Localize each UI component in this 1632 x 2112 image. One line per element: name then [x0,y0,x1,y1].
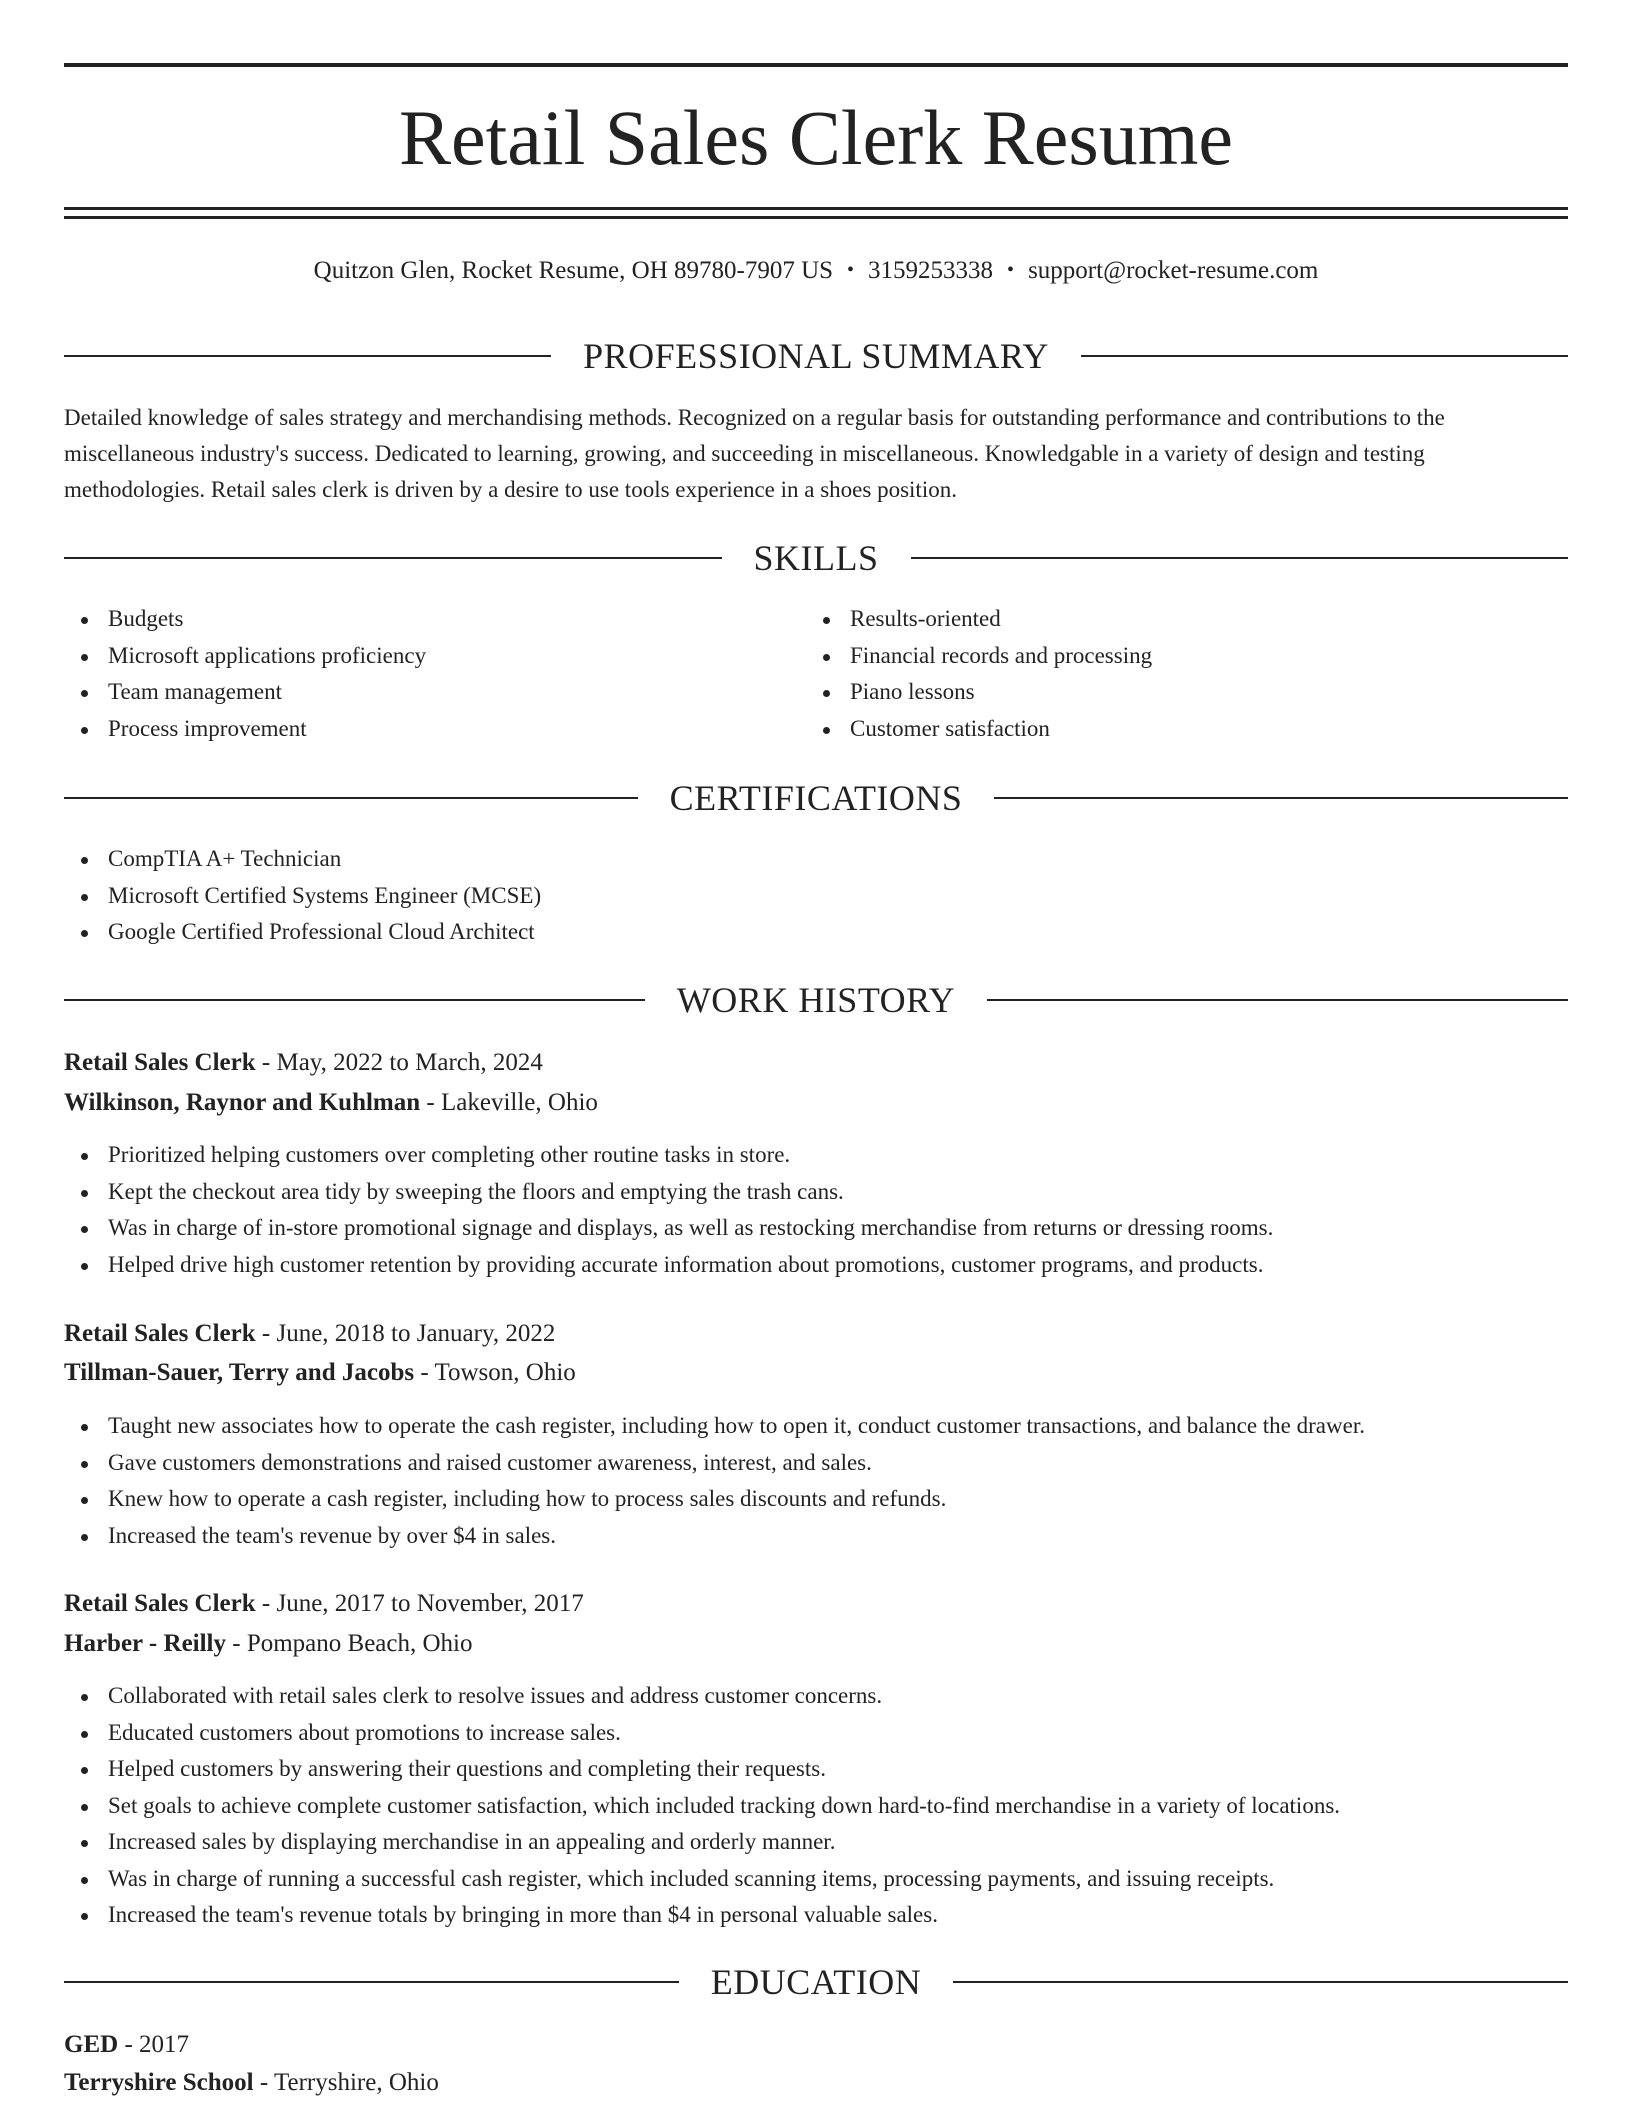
separator-dot: • [1007,259,1015,281]
skill-item: Piano lessons [806,674,1546,711]
divider [64,1981,679,1983]
job-company: Harber - Reilly [64,1630,226,1657]
job-title: Retail Sales Clerk [64,1049,256,1076]
section-heading-certifications [64,778,1568,818]
title-rule [64,207,1568,210]
job-duty: Taught new associates how to operate the cash register, including how to open it, conduct customer transactions, and balance the drawer. [64,1408,1568,1445]
job-duty: Prioritized helping customers over completing other routine tasks in store. [64,1137,1568,1174]
divider [987,999,1568,1001]
divider [953,1981,1568,1983]
certifications-list [64,841,1568,951]
title-rule [64,216,1568,219]
job-dates: - June, 2017 to November, 2017 [255,1590,584,1617]
job-duty: Kept the checkout area tidy by sweeping the floors and emptying the trash cans. [64,1174,1568,1211]
top-rule [64,63,1568,67]
job-duty: Helped customers by answering their questions and completing their requests. [64,1751,1568,1788]
page-title: Retail Sales Clerk Resume [398,94,1233,181]
divider [64,999,645,1001]
job-company: Tillman-Sauer, Terry and Jacobs [64,1359,415,1386]
job-duties-list [64,1137,1568,1283]
skill-item: Microsoft applications proficiency [64,638,804,675]
job-duty: Was in charge of in-store promotional signage and displays, as well as restocking merchandise from returns or dressing rooms. [64,1210,1568,1247]
education-school: Terryshire School [64,2069,254,2096]
section-heading-work-history [64,980,1568,1020]
section-heading-skills [64,538,1568,578]
contact-line [64,253,1568,288]
divider [64,355,551,357]
job-title-line [64,1585,1568,1623]
skill-item: Results-oriented [806,601,1546,638]
certification-item: Microsoft Certified Systems Engineer (MCSE) [64,878,1568,915]
education-degree-line [64,2026,1568,2064]
job-dates: - May, 2022 to March, 2024 [255,1049,543,1076]
job-duty: Educated customers about promotions to increase sales. [64,1715,1568,1752]
job-title-line [64,1315,1568,1353]
contact-email: support@rocket-resume.com [1028,257,1319,284]
section-title: CERTIFICATIONS [669,778,963,818]
job-duty: Gave customers demonstrations and raised customer awareness, interest, and sales. [64,1445,1568,1482]
job-title: Retail Sales Clerk [64,1320,256,1347]
job-duty: Increased the team's revenue by over $4 in sales. [64,1518,1568,1555]
education-school-line [64,2064,1568,2102]
job-dates: - June, 2018 to January, 2022 [255,1320,556,1347]
job-duty: Helped drive high customer retention by providing accurate information about promotions, customer programs, and products. [64,1247,1568,1284]
job-company-line [64,1625,1568,1663]
separator-dot: • [847,259,855,281]
contact-phone: 3159253338 [868,257,994,284]
skill-item: Budgets [64,601,804,638]
contact-address: Quitzon Glen, Rocket Resume, OH 89780-7907 US [313,257,834,284]
job-title: Retail Sales Clerk [64,1590,256,1617]
section-title: PROFESSIONAL SUMMARY [583,336,1049,376]
section-title: WORK HISTORY [676,980,956,1020]
skill-item: Financial records and processing [806,638,1546,675]
skill-item: Process improvement [64,711,804,748]
job-company-line [64,1084,1568,1122]
job-duties-list [64,1408,1568,1554]
skills-list-left [64,601,804,747]
divider [911,557,1569,559]
skills-list-right [806,601,1546,747]
divider [1081,355,1568,357]
divider [64,557,722,559]
job-company: Wilkinson, Raynor and Kuhlman [64,1089,421,1116]
job-title-line [64,1044,1568,1082]
divider [64,797,638,799]
job-duty: Knew how to operate a cash register, including how to process sales discounts and refunds. [64,1481,1568,1518]
education-location: - Terryshire, Ohio [253,2069,439,2096]
job-duty: Set goals to achieve complete customer satisfaction, which included tracking down hard-to-find merchandise in a variety of locations. [64,1788,1568,1825]
skill-item: Team management [64,674,804,711]
section-heading-education [64,1962,1568,2002]
section-title: EDUCATION [710,1962,922,2002]
job-duty: Was in charge of running a successful cash register, which included scanning items, processing payments, and issuing receipts. [64,1861,1568,1898]
certification-item: Google Certified Professional Cloud Architect [64,914,1568,951]
section-title: SKILLS [753,538,879,578]
section-heading-summary [64,336,1568,376]
summary-text: Detailed knowledge of sales strategy and merchandising methods. Recognized on a regular basis for outstanding performance and contributions to the miscellaneous industry's success. Dedicated to learning, growing, and succeeding in miscellaneous. Knowledgable in a variety of design and testing methodologies. Retail sales clerk is driven by a desire to use tools experience in a shoes position. [64,405,1445,502]
education-year: - 2017 [118,2031,190,2058]
skill-item: Customer satisfaction [806,711,1546,748]
education-degree: GED [64,2031,119,2058]
job-location: - Towson, Ohio [414,1359,576,1386]
job-duty: Increased the team's revenue totals by bringing in more than $4 in personal valuable sales. [64,1897,1568,1934]
job-company-line [64,1354,1568,1392]
job-location: - Pompano Beach, Ohio [226,1630,473,1657]
job-duties-list [64,1678,1568,1934]
job-location: - Lakeville, Ohio [420,1089,598,1116]
job-duty: Increased sales by displaying merchandise in an appealing and orderly manner. [64,1824,1568,1861]
job-duty: Collaborated with retail sales clerk to resolve issues and address customer concerns. [64,1678,1568,1715]
divider [994,797,1568,799]
certification-item: CompTIA A+ Technician [64,841,1568,878]
